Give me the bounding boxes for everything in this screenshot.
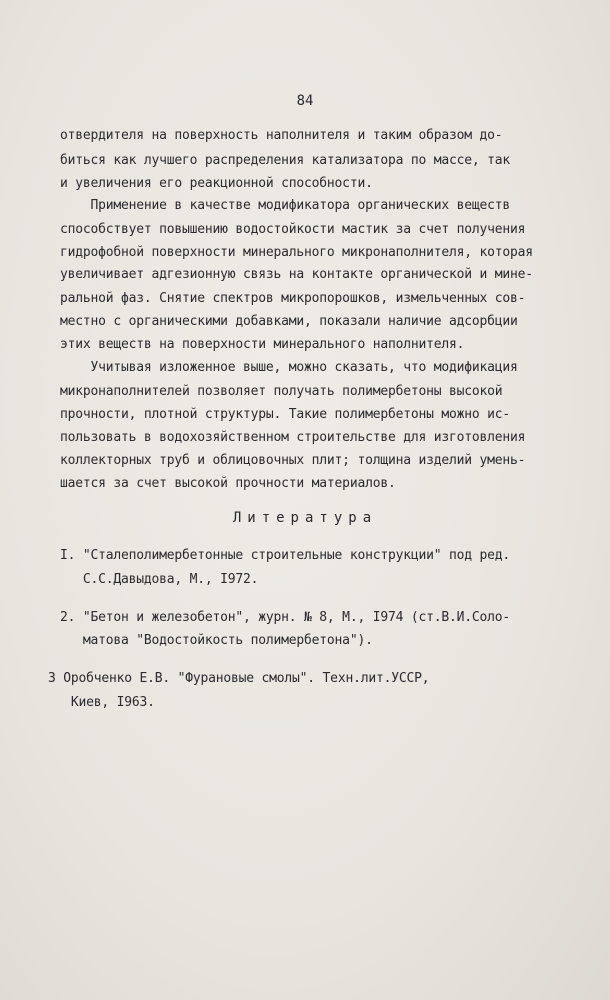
body-line: Учитывая изложенное выше, можно сказать, что модификация (60, 360, 518, 375)
body-line: этих веществ на поверхности минерального наполнителя. (60, 337, 465, 352)
body-line: пользовать в водохозяйственном строительстве для изготовления (60, 430, 526, 445)
body-line: местно с органическими добавками, показали наличие адсорбции (60, 314, 518, 329)
reference-line: I. "Сталеполимербетонные строительные конструкции" под ред. (60, 548, 510, 563)
reference-line: С.С.Давыдова, М., I972. (60, 572, 259, 587)
body-line: микронаполнителей позволяет получать полимербетоны высокой (60, 384, 503, 399)
body-line: способствует повышению водостойкости мастик за счет получения (60, 222, 526, 237)
reference-line: матова "Водостойкость полимербетона"). (60, 633, 373, 648)
body-line: биться как лучшего распределения катализатора по массе, так (60, 153, 510, 168)
reference-line: 3 Оробченко Е.В. "Фурановые смолы". Техн.лит.УССР, (48, 671, 430, 686)
body-line: коллекторных труб и облицовочных плит; толщина изделий умень- (60, 453, 526, 468)
body-line: гидрофобной поверхности минерального микронаполнителя, которая (60, 245, 533, 260)
body-line: Применение в качестве модификатора органических веществ (60, 198, 510, 213)
body-line: увеличивает адгезионную связь на контакте органической и мине- (60, 267, 533, 282)
body-line: прочности, плотной структуры. Такие полимербетоны можно ис- (60, 407, 510, 422)
page-number: 84 (296, 93, 314, 109)
body-line: и увеличения его реакционной способности. (60, 176, 373, 191)
body-line: ральной фаз. Снятие спектров микропорошков, измельченных сов- (60, 291, 526, 306)
body-line: шается за счет высокой прочности материалов. (60, 476, 396, 491)
reference-line: 2. "Бетон и железобетон", журн. № 8, М., I974 (ст.В.И.Соло- (60, 610, 510, 625)
reference-line: Киев, I963. (48, 695, 155, 710)
body-line: отвердителя на поверхность наполнителя и таким образом до- (60, 128, 503, 143)
references-heading: Литература (232, 510, 378, 526)
